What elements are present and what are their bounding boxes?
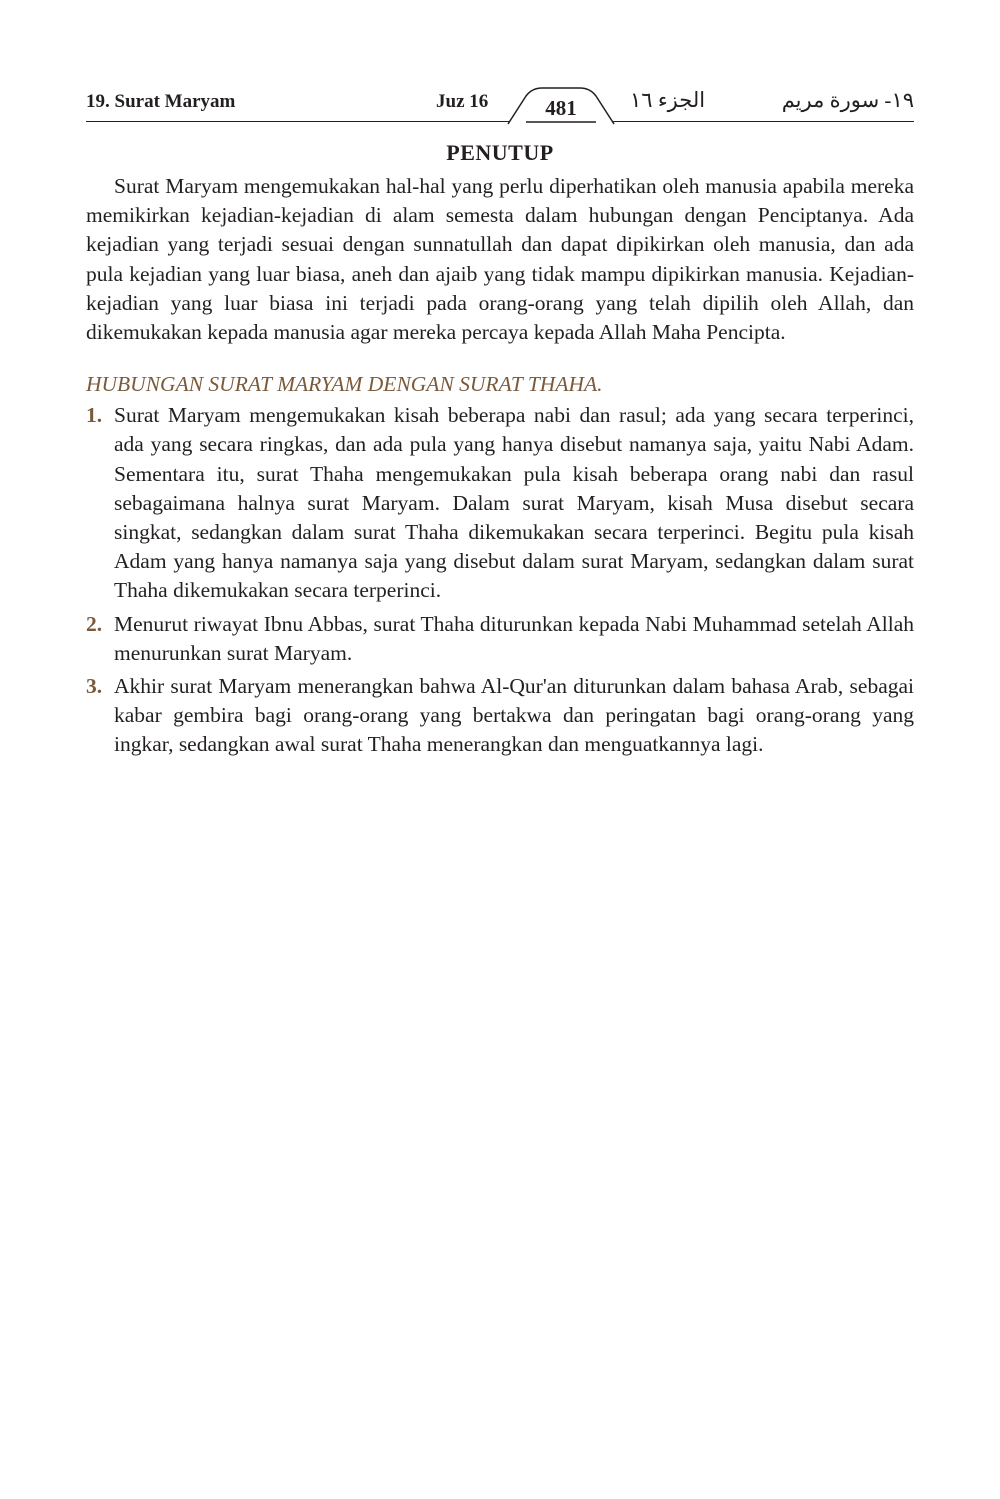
list-item-text: Akhir surat Maryam menerangkan bahwa Al-Qur'an diturunkan dalam bahasa Arab, sebagai kabar gembira bagi orang-orang yang bertakwa dan peringatan bagi orang-orang yang ingkar, sedangkan awal surat Thaha menerangkan dan menguatkannya lagi. <box>114 674 914 757</box>
list-item <box>86 610 914 668</box>
list-item-text: Menurut riwayat Ibnu Abbas, surat Thaha diturunkan kepada Nabi Muhammad setelah Allah menurunkan surat Maryam. <box>114 611 914 665</box>
section-title: PENUTUP <box>446 140 554 165</box>
header-surah-title: 19. Surat Maryam <box>86 91 236 112</box>
page-number: 481 <box>545 96 577 120</box>
list-item <box>86 401 914 605</box>
relation-heading: HUBUNGAN SURAT MARYAM DENGAN SURAT THAHA. <box>86 372 603 397</box>
running-header <box>86 82 914 126</box>
header-rule-left <box>86 121 510 122</box>
list-item-number: 2. <box>86 611 103 636</box>
list-item <box>86 672 914 760</box>
list-item-number: 3. <box>86 674 103 699</box>
list-item-text: Surat Maryam mengemukakan kisah beberapa nabi dan rasul; ada yang secara terperinci, ada yang secara ringkas, dan ada pula yang hanya disebut namanya saja, yaitu Nabi Adam. Sementara itu, surat Thaha mengemukakan pula kisah beberapa orang nabi dan rasul sebagaimana halnya surat Maryam. Dalam surat Maryam, kisah Musa disebut secara singkat, sedangkan dalam surat Thaha dikemukakan secara terperinci. Begitu pula kisah Adam yang hanya namanya saja yang disebut dalam surat Maryam, sedangkan dalam surat Thaha dikemukakan secara terperinci. <box>114 403 914 603</box>
header-surah-arabic: ١٩- سورة مريم <box>781 88 914 112</box>
relation-list <box>86 401 914 759</box>
list-item-number: 1. <box>86 403 103 428</box>
header-juz-arabic: الجزء ١٦ <box>630 88 706 112</box>
header-rule-right <box>612 121 914 122</box>
header-juz-label: Juz 16 <box>436 91 489 112</box>
closing-paragraph: Surat Maryam mengemukakan hal-hal yang perlu diperhatikan oleh manusia apabila mereka memikirkan kejadian-kejadian di alam semesta dalam hubungan dengan Penciptanya. Ada kejadian yang terjadi sesuai dengan sunnatullah dan dapat dipikirkan oleh manusia, dan ada pula kejadian yang luar biasa, aneh dan ajaib yang tidak mampu dipikirkan manusia. Kejadian-kejadian yang luar biasa ini terjadi pada orang-orang yang telah dipilih oleh Allah, dan dikemukakan kepada manusia agar mereka percaya kepada Allah Maha Pencipta. <box>86 174 914 345</box>
page-content <box>86 138 914 764</box>
